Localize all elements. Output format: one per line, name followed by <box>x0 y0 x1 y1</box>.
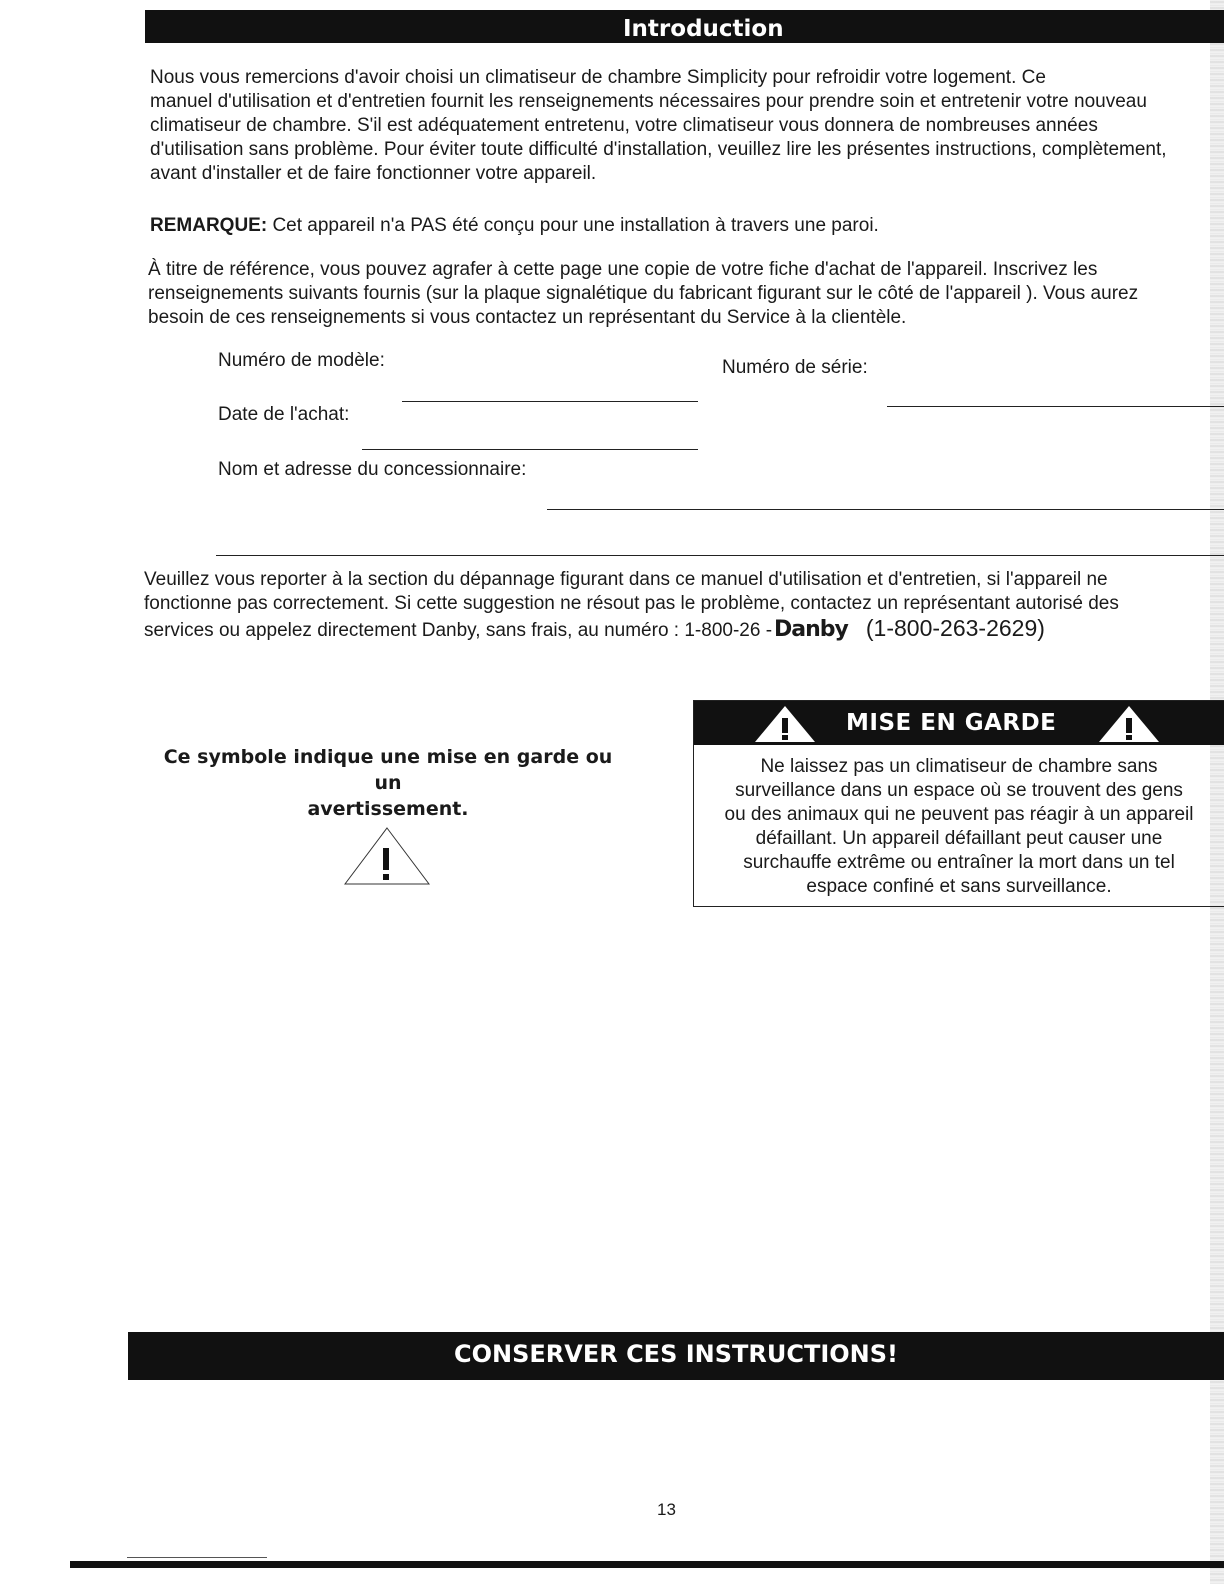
warning-line: surveillance dans un espace où se trouvent des gens <box>735 780 1183 801</box>
symbol-caption <box>160 744 616 822</box>
page-number: 13 <box>657 1500 676 1519</box>
purchase-date-label: Date de l'achat: <box>218 404 350 425</box>
warning-triangle-icon <box>343 826 431 886</box>
bottom-thin-rule <box>127 1557 267 1558</box>
dealer-name-field[interactable] <box>547 509 1224 510</box>
dealer-name-label: Nom et adresse du concessionnaire: <box>218 459 527 480</box>
warning-line: ou des animaux qui ne peuvent pas réagir à un appareil <box>724 804 1194 825</box>
danby-logo: Danby <box>774 617 848 642</box>
warning-triangle-icon <box>754 705 816 743</box>
help-paragraph <box>144 568 1119 643</box>
warning-line: surchauffe extrême ou entraîner la mort dans un tel <box>743 852 1175 873</box>
remarque-paragraph <box>150 214 879 238</box>
model-number-field[interactable] <box>402 401 698 402</box>
intro-paragraph <box>150 66 1167 186</box>
reference-line: besoin de ces renseignements si vous contactez un représentant du Service à la clientèle. <box>148 307 907 328</box>
symbol-caption-line: Ce symbole indique une mise en garde ou un <box>163 746 613 794</box>
warning-title: MISE EN GARDE <box>846 710 1057 736</box>
intro-line: manuel d'utilisation et d'entretien fournit les renseignements nécessaires pour prendre soin et entretenir votre nouveau <box>150 91 1147 112</box>
serial-number-field[interactable] <box>887 406 1224 407</box>
reference-paragraph <box>148 258 1138 330</box>
warning-triangle-icon <box>1098 705 1160 743</box>
section-header-bar <box>145 10 1224 43</box>
warning-line: défaillant. Un appareil défaillant peut causer une <box>755 828 1163 849</box>
section-title: Introduction <box>623 16 784 42</box>
warning-line: Ne laissez pas un climatiseur de chambre sans <box>760 756 1158 777</box>
bottom-rule <box>70 1561 1224 1568</box>
purchase-date-field[interactable] <box>362 449 698 450</box>
warning-header <box>694 701 1224 745</box>
help-phone-line <box>144 616 1119 643</box>
symbol-caption-line: avertissement. <box>307 798 469 820</box>
serial-number-label: Numéro de série: <box>722 357 868 378</box>
reference-line: renseignements suivants fournis (sur la plaque signalétique du fabricant figurant sur le côté de l'appareil ). Vous aurez <box>148 283 1139 304</box>
intro-line: d'utilisation sans problème. Pour éviter toute difficulté d'installation, veuillez lire les présentes instructions, complètement, <box>150 139 1167 160</box>
save-instructions-text: CONSERVER CES INSTRUCTIONS! <box>454 1340 898 1368</box>
phone-number: (1-800-263-2629) <box>865 615 1045 641</box>
help-line: fonctionne pas correctement. Si cette suggestion ne résout pas le problème, contactez un représentant autorisé des <box>144 593 1119 614</box>
intro-line: avant d'installer et de faire fonctionner votre appareil. <box>150 163 597 184</box>
intro-line: Nous vous remercions d'avoir choisi un climatiseur de chambre Simplicity pour refroidir votre logement. Ce <box>150 67 1046 88</box>
help-line: Veuillez vous reporter à la section du dépannage figurant dans ce manuel d'utilisation et d'entretien, si l'appareil ne <box>144 569 1108 590</box>
remarque-label: REMARQUE: <box>150 215 268 236</box>
reference-line: À titre de référence, vous pouvez agrafer à cette page une copie de votre fiche d'achat de l'appareil. Inscrivez les <box>148 259 1098 280</box>
warning-box <box>693 700 1224 907</box>
warning-text <box>694 755 1224 899</box>
save-instructions-banner <box>128 1332 1224 1380</box>
model-number-label: Numéro de modèle: <box>218 350 385 371</box>
warning-line: espace confiné et sans surveillance. <box>806 876 1112 897</box>
remarque-text: Cet appareil n'a PAS été conçu pour une installation à travers une paroi. <box>267 215 879 236</box>
dealer-address-field[interactable] <box>216 555 1224 556</box>
intro-line: climatiseur de chambre. S'il est adéquatement entretenu, votre climatiseur vous donnera de nombreuses années <box>150 115 1098 136</box>
phone-prefix: services ou appelez directement Danby, sans frais, au numéro : 1-800-26 - <box>144 620 773 641</box>
